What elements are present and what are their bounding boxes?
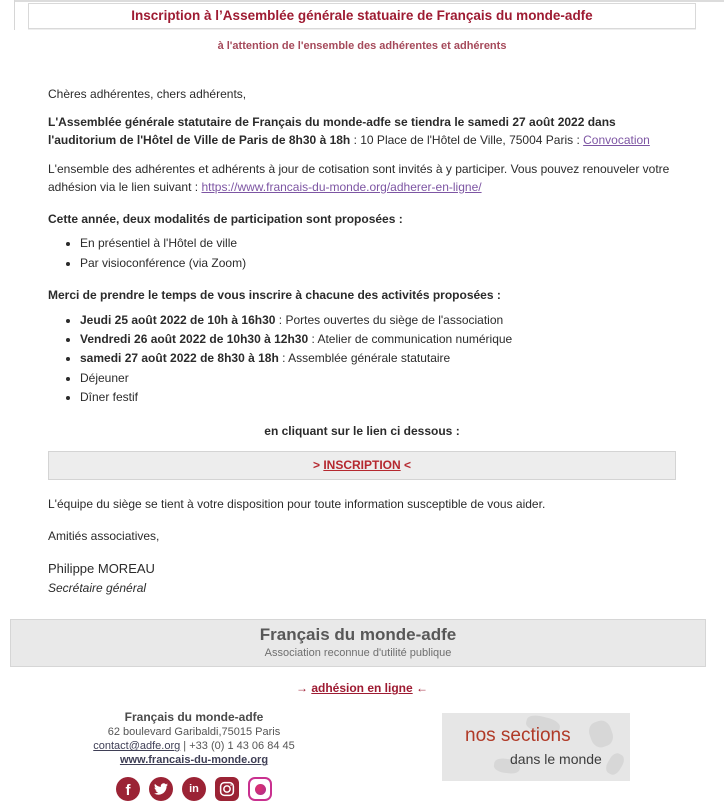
sections-card-title: nos sections bbox=[465, 725, 571, 747]
sections-card-subtitle: dans le monde bbox=[510, 751, 602, 768]
list-item bbox=[80, 350, 676, 367]
org-banner bbox=[10, 619, 706, 667]
activity-desc: Dîner festif bbox=[80, 390, 139, 405]
page-subtitle: à l'attention de l'ensemble des adhérentes et adhérents bbox=[217, 40, 507, 52]
top-divider bbox=[14, 0, 724, 2]
contact-block bbox=[8, 710, 380, 801]
signature-role: Secrétaire général bbox=[48, 580, 147, 595]
contact-line bbox=[8, 740, 380, 752]
website-link[interactable]: www.francais-du-monde.org bbox=[119, 754, 269, 767]
instagram-icon[interactable] bbox=[215, 777, 239, 801]
map-shape bbox=[586, 718, 616, 750]
list-item bbox=[80, 389, 676, 406]
contact-separator: | bbox=[180, 740, 190, 753]
list-item: • En présentiel à l'Hôtel de ville bbox=[80, 235, 676, 252]
inscription-prefix: > bbox=[312, 457, 324, 472]
modalities-heading: Cette année, deux modalités de participation sont proposées : bbox=[48, 211, 403, 226]
org-banner-name: Français du monde-adfe bbox=[259, 625, 457, 645]
announcement-bold: L'Assemblée générale statutaire de Français du monde-adfe se tiendra le samedi 27 août 2022 dans l'auditorium de l'Hôtel de Ville de Paris de 8h30 à 18h bbox=[48, 115, 616, 147]
announcement-rest: : 10 Place de l'Hôtel de Ville, 75004 Paris : bbox=[350, 132, 584, 147]
contact-address: 62 boulevard Garibaldi,75015 Paris bbox=[107, 726, 281, 739]
activity-desc: Déjeuner bbox=[80, 370, 129, 385]
inscription-suffix: < bbox=[400, 457, 412, 472]
activity-desc: : Assemblée générale statutaire bbox=[278, 351, 451, 366]
adhesion-line bbox=[0, 681, 724, 695]
activity-date: Jeudi 25 août 2022 de 10h à 16h30 bbox=[80, 312, 276, 327]
modalities-list bbox=[48, 235, 676, 272]
org-banner-tagline: Association reconnue d'utilité publique bbox=[264, 647, 452, 660]
social-icons-row bbox=[8, 777, 380, 801]
email-body bbox=[0, 86, 724, 597]
activity-desc: : Portes ouvertes du siège de l'association bbox=[275, 312, 504, 327]
footer bbox=[0, 710, 724, 801]
sections-map-image[interactable] bbox=[442, 713, 630, 781]
activity-date: samedi 27 août 2022 de 8h30 à 18h bbox=[80, 351, 279, 366]
membership-paragraph bbox=[48, 161, 676, 196]
help-text: L'équipe du siège se tient à votre disposition pour toute information susceptible de vous aider. bbox=[48, 497, 546, 512]
greeting-text: Chères adhérentes, chers adhérents, bbox=[48, 87, 247, 101]
activities-list bbox=[48, 312, 676, 407]
facebook-icon[interactable]: f bbox=[116, 777, 140, 801]
membership-text: L'ensemble des adhérentes et adhérents à jour de cotisation sont invités à y participer. Vous pouvez renouveler votre adhésion via le lien suivant : bbox=[48, 162, 670, 194]
activity-desc: : Atelier de communication numérique bbox=[308, 331, 513, 346]
activity-date: Vendredi 26 août 2022 de 10h30 à 12h30 bbox=[80, 331, 309, 346]
adherer-en-ligne-link[interactable]: https://www.francais-du-monde.org/adherer-en-ligne/ bbox=[201, 179, 482, 194]
email-link[interactable]: contact@adfe.org bbox=[93, 740, 181, 753]
page-title: Inscription à l’Assemblée générale statuaire de Français du monde-adfe bbox=[28, 3, 696, 29]
regards-text: Amitiés associatives, bbox=[48, 528, 160, 543]
contact-org-name: Français du monde-adfe bbox=[124, 710, 264, 725]
website-line bbox=[8, 754, 380, 766]
adhesion-en-ligne-link[interactable]: adhésion en ligne bbox=[311, 681, 413, 696]
click-prompt: en cliquant sur le lien ci dessous : bbox=[264, 424, 460, 439]
list-item bbox=[80, 312, 676, 329]
announcement-paragraph bbox=[48, 114, 676, 149]
signature-name: Philippe MOREAU bbox=[48, 561, 155, 577]
arrow-right-icon: → bbox=[295, 681, 312, 696]
convocation-link[interactable]: Convocation bbox=[583, 132, 650, 147]
map-shape bbox=[603, 751, 626, 777]
list-item bbox=[80, 331, 676, 348]
list-item bbox=[80, 370, 676, 387]
twitter-icon[interactable] bbox=[149, 777, 173, 801]
arrow-left-icon: ← bbox=[412, 681, 429, 696]
inscription-link[interactable]: INSCRIPTION bbox=[323, 457, 401, 472]
linkedin-icon[interactable]: in bbox=[182, 777, 206, 801]
left-divider bbox=[14, 0, 15, 30]
list-item: • Par visioconférence (via Zoom) bbox=[80, 255, 676, 272]
instagram-alt-icon[interactable] bbox=[248, 777, 272, 801]
inscription-button[interactable] bbox=[48, 451, 676, 480]
contact-phone: +33 (0) 1 43 06 84 45 bbox=[189, 740, 295, 753]
activities-heading: Merci de prendre le temps de vous inscrire à chacune des activités proposées : bbox=[48, 288, 501, 303]
